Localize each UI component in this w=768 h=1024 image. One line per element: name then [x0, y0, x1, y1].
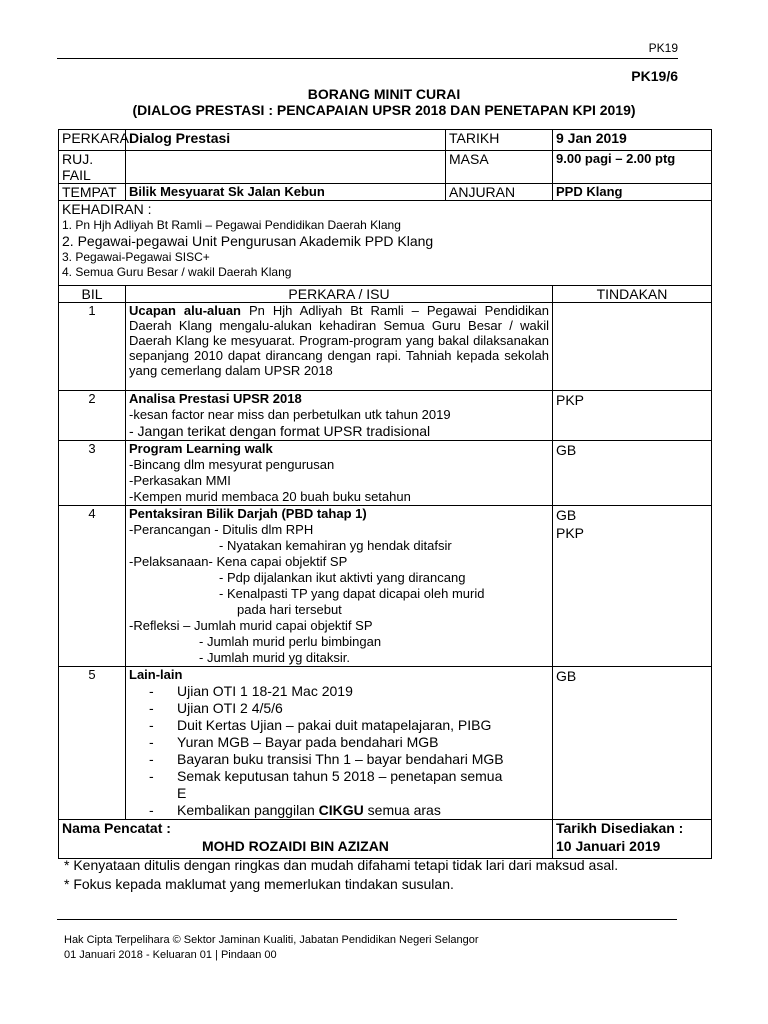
action-cell [553, 391, 712, 441]
issue-line: -Kempen murid membaca 20 buah buku setahun [129, 489, 411, 504]
header-divider [57, 58, 678, 59]
issue-cell [126, 391, 553, 441]
issue-cell [126, 441, 553, 506]
list-item: - Ujian OTI 2 4/5/6 [149, 700, 549, 717]
issue-line: -Perancangan - Ditulis dlm RPH [129, 522, 314, 537]
issue-heading: Pentaksiran Bilik Darjah (PBD tahap 1) [129, 506, 367, 521]
table-row [59, 667, 712, 820]
footer-copyright: Hak Cipta Terpelihara © Sektor Jaminan Kualiti, Jabatan Pendidikan Negeri Selangor [64, 934, 479, 946]
footnote: * Fokus kepada maklumat yang memerlukan tindakan susulan. [64, 876, 454, 892]
meta-row-tempat [59, 184, 712, 201]
row-number: 1 [59, 303, 126, 391]
kehadiran-item: 2. Pegawai-pegawai Unit Pengurusan Akademik PPD Klang [62, 233, 434, 249]
list-item: - Kembalikan panggilan CIKGU semua aras [149, 802, 549, 819]
minutes-table [58, 129, 712, 859]
issue-line: -kesan factor near miss dan perbetulkan utk tahun 2019 [129, 407, 451, 422]
column-header-row [59, 286, 712, 303]
kehadiran-row [59, 201, 712, 286]
action-item: PKP [556, 392, 585, 408]
issue-cell [126, 667, 553, 820]
issue-heading: Program Learning walk [129, 441, 273, 456]
footer-divider [57, 919, 677, 920]
tempat-value: Bilik Mesyuarat Sk Jalan Kebun [126, 184, 446, 201]
row-number: 2 [59, 391, 126, 441]
issue-bullet-list [129, 683, 549, 819]
list-item: - Bayaran buku transisi Thn 1 – bayar bendahari MGB [149, 751, 549, 768]
list-item: - Ujian OTI 1 18-21 Mac 2019 [149, 683, 549, 700]
kehadiran-label: KEHADIRAN : [62, 201, 152, 217]
meta-row-ruj [59, 151, 712, 184]
anjuran-label: ANJURAN [446, 184, 553, 201]
table-row [59, 391, 712, 441]
issue-heading: Ucapan alu-aluan [129, 303, 241, 318]
row-number: 5 [59, 667, 126, 820]
issue-heading: Analisa Prestasi UPSR 2018 [129, 391, 302, 406]
issue-line: - Pdp dijalankan ikut aktivti yang dirancang [219, 570, 466, 585]
row-number: 4 [59, 506, 126, 667]
footer-edition: 01 Januari 2018 - Keluaran 01 | Pindaan 00 [64, 949, 277, 961]
list-item: - Yuran MGB – Bayar pada bendahari MGB [149, 734, 549, 751]
kehadiran-item: 1. Pn Hjh Adliyah Bt Ramli – Pegawai Pendidikan Daerah Klang [62, 218, 401, 232]
table-row [59, 303, 712, 391]
pencatat-name: MOHD ROZAIDI BIN AZIZAN [202, 838, 389, 854]
perkara-value: Dialog Prestasi [126, 130, 446, 151]
issue-line: -Perkasakan MMI [129, 473, 231, 488]
action-cell [553, 441, 712, 506]
issue-line: -Pelaksanaan- Kena capai objektif SP [129, 554, 348, 569]
tarikh-disediakan-label: Tarikh Disediakan : [556, 820, 684, 836]
footnote: * Kenyataan ditulis dengan ringkas dan mudah difahami tetapi tidak lari dari maksud asal. [64, 857, 619, 873]
issue-cell [126, 506, 553, 667]
action-item: PKP [556, 525, 585, 541]
ruj-label: RUJ. FAIL [59, 151, 126, 184]
issue-line: -Refleksi – Jumlah murid capai objektif SP [129, 618, 373, 633]
issue-line: - Kenalpasti TP yang dapat dicapai oleh murid [219, 586, 485, 601]
document-code: PK19 [648, 41, 678, 55]
action-cell [553, 506, 712, 667]
tarikh-disediakan-cell [553, 820, 712, 859]
kehadiran-item: 4. Semua Guru Besar / wakil Daerah Klang [62, 265, 292, 279]
meta-row-perkara [59, 130, 712, 151]
pencatat-label: Nama Pencatat : [62, 820, 171, 836]
form-title: BORANG MINIT CURAI [307, 86, 461, 102]
anjuran-value: PPD Klang [553, 184, 712, 201]
issue-line: - Jangan terikat dengan format UPSR tradisional [129, 423, 431, 439]
action-item: GB [556, 668, 577, 684]
masa-label: MASA [446, 151, 553, 184]
issue-cell [126, 303, 553, 391]
form-code: PK19/6 [631, 68, 678, 84]
list-item: - Semak keputusan tahun 5 2018 – penetapan semua E [149, 768, 549, 802]
issue-line: - Jumlah murid perlu bimbingan [199, 634, 382, 649]
form-subtitle: (DIALOG PRESTASI : PENCAPAIAN UPSR 2018 DAN PENETAPAN KPI 2019) [132, 102, 636, 118]
row-number: 3 [59, 441, 126, 506]
column-header-tindakan: TINDAKAN [553, 286, 712, 303]
masa-value: 9.00 pagi – 2.00 ptg [553, 151, 712, 184]
kehadiran-cell [59, 201, 712, 286]
pencatat-row [59, 820, 712, 859]
ruj-value [126, 151, 446, 184]
issue-line: - Jumlah murid yg ditaksir. [199, 650, 350, 665]
issue-line: pada hari tersebut [237, 602, 342, 617]
action-cell [553, 303, 712, 391]
column-header-bil: BIL [59, 286, 126, 303]
action-item: GB [556, 507, 577, 523]
tarikh-disediakan-value: 10 Januari 2019 [556, 838, 661, 854]
table-row [59, 506, 712, 667]
tarikh-value: 9 Jan 2019 [553, 130, 712, 151]
action-cell [553, 667, 712, 820]
table-row [59, 441, 712, 506]
action-item: GB [556, 442, 577, 458]
pencatat-cell [59, 820, 553, 859]
issue-heading: Lain-lain [129, 667, 183, 682]
perkara-label: PERKARA [59, 130, 126, 151]
tarikh-label: TARIKH [446, 130, 553, 151]
list-item: - Duit Kertas Ujian – pakai duit matapelajaran, PIBG [149, 717, 549, 734]
issue-text: Pn Hjh Adliyah Bt Ramli – Pegawai Pendidikan Daerah Klang mengalu-alukan kehadiran Semua Guru Besar / wakil Daerah Klang ke mesyuarat. Program-program yang bakal dilaksanakan sepanjang 2010 dapat dirancang dengan rapi. Tahniah kepada sekolah yang cemerlang dalam UPSR 2018 [129, 303, 549, 378]
column-header-perkara: PERKARA / ISU [126, 286, 553, 303]
issue-line: -Bincang dlm mesyurat pengurusan [129, 457, 335, 472]
tempat-label: TEMPAT [59, 184, 126, 201]
issue-line: - Nyatakan kemahiran yg hendak ditafsir [219, 538, 452, 553]
kehadiran-item: 3. Pegawai-Pegawai SISC+ [62, 250, 210, 264]
